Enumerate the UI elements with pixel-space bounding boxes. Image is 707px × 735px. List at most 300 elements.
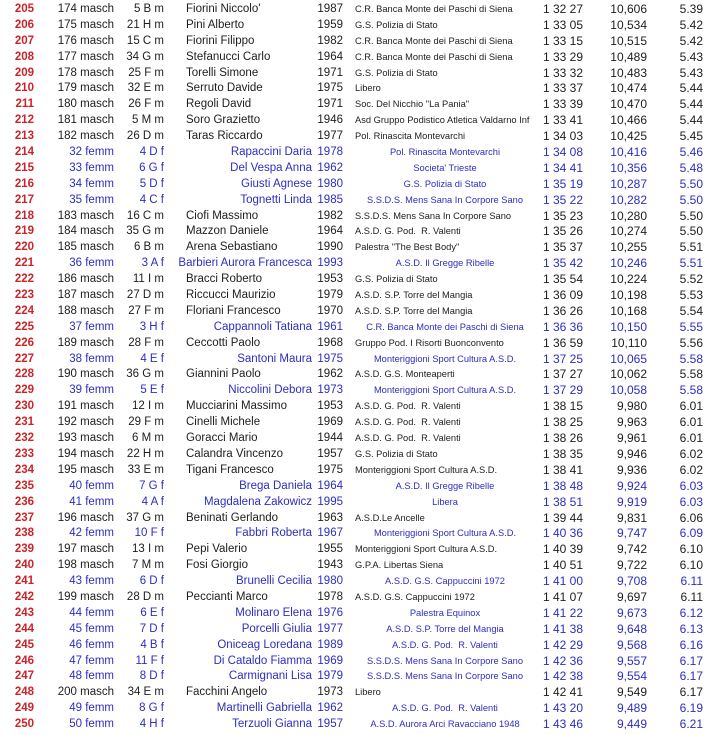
gender-rank: 183 masch: [57, 209, 114, 222]
overall-rank: 241: [14, 575, 34, 588]
finish-time: 1 35 23: [542, 208, 583, 223]
birth-year: 1977: [317, 622, 343, 635]
pace-value: 5.50: [679, 208, 703, 223]
table-row: [6, 161, 707, 177]
points-value: 9,946: [616, 446, 647, 461]
pace-value: 6.03: [679, 494, 703, 509]
category-code: 4 C f: [139, 193, 164, 206]
birth-year: 1955: [317, 543, 343, 556]
category-code: 10 F f: [134, 527, 164, 540]
club-name: Soc. Del Nicchio "La Pania": [355, 99, 470, 110]
overall-rank: 219: [14, 225, 34, 238]
table-row: [6, 590, 707, 606]
club-name: A.S.D. S.P. Torre del Mangia: [386, 623, 504, 634]
finish-time: 1 35 26: [542, 224, 583, 239]
club-name: A.S.D. G. Pod. R. Valenti: [355, 417, 461, 428]
birth-year: 1982: [317, 34, 343, 47]
athlete-name: Barbieri Aurora Francesca: [178, 257, 312, 270]
pace-value: 6.16: [679, 637, 703, 652]
athlete-name: Giannini Paolo: [186, 368, 261, 381]
club-name: G.S. Polizia di Stato: [355, 448, 438, 459]
pace-value: 6.11: [680, 589, 703, 604]
overall-rank: 224: [14, 304, 34, 317]
table-row: [6, 256, 707, 272]
category-code: 6 G f: [139, 161, 164, 174]
athlete-name: Pini Alberto: [186, 18, 245, 31]
gender-rank: 49 femm: [69, 702, 114, 715]
club-name: Libero: [355, 687, 381, 698]
points-value: 10,515: [610, 33, 647, 48]
finish-time: 1 42 36: [542, 653, 583, 668]
athlete-name: Di Cataldo Fiamma: [213, 654, 312, 667]
club-name: S.S.D.S. Mens Sana In Corpore Sano: [355, 210, 512, 221]
birth-year: 1967: [317, 527, 343, 540]
club-name: S.S.D.S. Mens Sana In Corpore Sano: [366, 194, 524, 205]
gender-rank: 200 masch: [57, 686, 114, 699]
table-row: [6, 34, 707, 50]
table-row: [6, 352, 707, 368]
athlete-name: Serruto Davide: [186, 82, 263, 95]
table-row: [6, 542, 707, 558]
category-code: 25 F m: [128, 66, 164, 79]
finish-time: 1 37 27: [542, 367, 583, 382]
birth-year: 1964: [317, 225, 343, 238]
overall-rank: 233: [14, 447, 34, 460]
table-row: [6, 606, 707, 622]
points-value: 9,449: [616, 717, 647, 732]
table-row: [6, 224, 707, 240]
club-name: Pol. Rinascita Montevarchi: [355, 131, 466, 142]
pace-value: 5.39: [679, 2, 703, 16]
points-value: 9,489: [616, 701, 647, 716]
athlete-name: Stefanucci Carlo: [186, 50, 271, 63]
points-value: 9,831: [616, 510, 647, 525]
gender-rank: 194 masch: [57, 447, 114, 460]
overall-rank: 217: [14, 193, 34, 206]
finish-time: 1 42 38: [542, 669, 583, 684]
club-name: S.S.D.S. Mens Sana In Corpore Sano: [366, 655, 524, 666]
table-row: [6, 558, 707, 574]
overall-rank: 221: [14, 257, 34, 270]
points-value: 9,549: [616, 685, 647, 700]
birth-year: 1979: [317, 289, 343, 302]
pace-value: 5.44: [679, 113, 703, 128]
table-row: [6, 18, 707, 34]
category-code: 37 G m: [126, 511, 164, 524]
points-value: 9,554: [616, 669, 647, 684]
points-value: 10,062: [610, 367, 647, 382]
overall-rank: 237: [14, 511, 34, 524]
club-name: Libera: [432, 496, 458, 507]
category-code: 5 B m: [133, 3, 164, 15]
overall-rank: 236: [14, 495, 34, 508]
birth-year: 1943: [317, 559, 343, 572]
points-value: 9,924: [616, 478, 647, 493]
pace-value: 6.09: [679, 526, 703, 541]
gender-rank: 189 masch: [57, 336, 114, 349]
finish-time: 1 41 00: [542, 574, 583, 589]
finish-time: 1 41 22: [542, 605, 583, 620]
club-name: Monteriggioni Sport Cultura A.S.D.: [373, 385, 517, 396]
gender-rank: 45 femm: [69, 622, 114, 635]
gender-rank: 48 femm: [69, 670, 114, 683]
pace-value: 5.50: [679, 176, 703, 191]
finish-time: 1 34 03: [542, 129, 583, 144]
overall-rank: 250: [14, 718, 34, 731]
finish-time: 1 33 05: [542, 17, 583, 32]
points-value: 10,058: [610, 383, 647, 398]
athlete-name: Fabbri Roberta: [235, 527, 312, 540]
pace-value: 5.50: [679, 192, 703, 207]
club-name: A.S.D. G. Pod. R. Valenti: [392, 639, 498, 650]
table-row: [6, 97, 707, 113]
overall-rank: 243: [14, 606, 34, 619]
points-value: 10,470: [610, 97, 647, 112]
points-value: 10,425: [610, 129, 647, 144]
points-value: 9,963: [616, 415, 647, 430]
finish-time: 1 40 51: [542, 558, 583, 573]
gender-rank: 176 masch: [57, 34, 114, 47]
gender-rank: 184 masch: [57, 225, 114, 238]
pace-value: 5.53: [679, 288, 703, 303]
table-row: [6, 479, 707, 495]
birth-year: 1979: [317, 670, 343, 683]
category-code: 5 E f: [140, 384, 164, 397]
club-name: A.S.D. Aurora Arci Ravacciano 1948: [370, 719, 520, 730]
category-code: 4 D f: [139, 146, 164, 159]
points-value: 9,673: [616, 605, 647, 620]
pace-value: 5.42: [679, 17, 703, 32]
birth-year: 1953: [317, 400, 343, 413]
points-value: 9,697: [616, 589, 647, 604]
finish-time: 1 38 25: [542, 415, 583, 430]
athlete-name: Peccianti Marco: [186, 590, 268, 603]
athlete-name: Fosi Giorgio: [186, 559, 248, 572]
table-row: [6, 320, 707, 336]
club-name: A.S.D. G.S. Cappuccini 1972: [355, 591, 475, 602]
birth-year: 1957: [317, 718, 343, 731]
finish-time: 1 38 15: [542, 399, 583, 414]
club-name: A.S.D. S.P. Torre del Mangia: [355, 305, 473, 316]
club-name: Libero: [355, 83, 381, 94]
overall-rank: 222: [14, 273, 34, 286]
overall-rank: 245: [14, 638, 34, 651]
overall-rank: 210: [14, 82, 34, 95]
points-value: 9,747: [616, 526, 647, 541]
finish-time: 1 36 59: [542, 335, 583, 350]
athlete-name: Ciofi Massimo: [186, 209, 259, 222]
overall-rank: 223: [14, 289, 34, 302]
points-value: 9,961: [616, 431, 647, 446]
birth-year: 1975: [317, 82, 343, 95]
club-name: G.S. Polizia di Stato: [403, 178, 487, 189]
pace-value: 5.48: [679, 160, 703, 175]
table-row: [6, 240, 707, 256]
category-code: 6 B m: [133, 241, 164, 254]
club-name: A.S.D. G. Pod. R. Valenti: [392, 703, 498, 714]
club-name: G.P.A. Libertas Siena: [355, 560, 444, 571]
finish-time: 1 37 25: [542, 351, 583, 366]
points-value: 10,606: [610, 2, 647, 16]
pace-value: 6.17: [679, 685, 703, 700]
athlete-name: Santoni Maura: [237, 352, 312, 365]
category-code: 26 D m: [126, 130, 164, 143]
gender-rank: 179 masch: [57, 82, 114, 95]
gender-rank: 33 femm: [69, 161, 114, 174]
points-value: 10,356: [610, 160, 647, 175]
category-code: 28 F m: [128, 336, 164, 349]
athlete-name: Calandra Vincenzo: [186, 447, 283, 460]
table-row: [6, 431, 707, 447]
category-code: 4 B f: [140, 638, 164, 651]
finish-time: 1 36 26: [542, 303, 583, 318]
table-row: [6, 415, 707, 431]
pace-value: 6.06: [679, 510, 703, 525]
birth-year: 1980: [317, 575, 343, 588]
gender-rank: 192 masch: [57, 416, 114, 429]
category-code: 6 M m: [132, 432, 164, 445]
club-name: Monteriggioni Sport Cultura A.S.D.: [373, 528, 517, 539]
gender-rank: 190 masch: [57, 368, 114, 381]
gender-rank: 37 femm: [69, 320, 114, 333]
club-name: Pol. Rinascita Montevarchi: [389, 147, 501, 158]
category-code: 3 H f: [139, 320, 164, 333]
athlete-name: Molinaro Elena: [235, 606, 312, 619]
table-row: [6, 209, 707, 225]
overall-rank: 220: [14, 241, 34, 254]
finish-time: 1 34 41: [542, 160, 583, 175]
club-name: A.S.D.Le Ancelle: [355, 512, 425, 523]
club-name: S.S.D.S. Mens Sana In Corpore Sano: [366, 671, 524, 682]
finish-time: 1 35 22: [542, 192, 583, 207]
athlete-name: Terzuoli Gianna: [232, 718, 312, 731]
gender-rank: 198 masch: [57, 559, 114, 572]
table-row: [6, 81, 707, 97]
points-value: 10,150: [610, 319, 647, 334]
athlete-name: Goracci Mario: [186, 432, 258, 445]
points-value: 10,282: [610, 192, 647, 207]
club-name: Monteriggioni Sport Cultura A.S.D.: [355, 464, 498, 475]
category-code: 15 C m: [126, 34, 164, 47]
overall-rank: 207: [14, 34, 34, 47]
club-name: C.R. Banca Monte dei Paschi di Siena: [366, 321, 524, 332]
points-value: 9,557: [616, 653, 647, 668]
category-code: 35 G m: [126, 225, 164, 238]
pace-value: 5.50: [679, 224, 703, 239]
birth-year: 1973: [317, 384, 343, 397]
points-value: 10,280: [610, 208, 647, 223]
club-name: A.S.D. G. Pod. R. Valenti: [355, 226, 461, 237]
overall-rank: 206: [14, 18, 34, 31]
club-name: A.S.D. Il Gregge Ribelle: [395, 480, 495, 491]
pace-value: 6.03: [679, 478, 703, 493]
points-value: 10,274: [610, 224, 647, 239]
birth-year: 1987: [317, 3, 343, 15]
athlete-name: Pepi Valerio: [186, 543, 248, 556]
points-value: 10,246: [610, 256, 647, 271]
points-value: 9,648: [616, 621, 647, 636]
gender-rank: 47 femm: [69, 654, 114, 667]
table-row: [6, 495, 707, 511]
gender-rank: 191 masch: [57, 400, 114, 413]
birth-year: 1959: [317, 18, 343, 31]
birth-year: 1971: [317, 98, 343, 111]
category-code: 6 D f: [139, 575, 164, 588]
finish-time: 1 39 44: [542, 510, 583, 525]
pace-value: 5.58: [679, 367, 703, 382]
category-code: 29 F m: [128, 416, 164, 429]
category-code: 7 G f: [139, 479, 164, 492]
birth-year: 1982: [317, 209, 343, 222]
points-value: 9,919: [616, 494, 647, 509]
category-code: 28 D m: [126, 590, 164, 603]
finish-time: 1 38 26: [542, 431, 583, 446]
category-code: 11 F f: [135, 654, 164, 667]
birth-year: 1962: [317, 161, 343, 174]
table-row: [6, 463, 707, 479]
category-code: 8 G f: [139, 702, 164, 715]
points-value: 10,224: [610, 272, 647, 287]
overall-rank: 231: [14, 416, 34, 429]
birth-year: 1964: [317, 479, 343, 492]
finish-time: 1 36 09: [542, 288, 583, 303]
overall-rank: 242: [14, 590, 34, 603]
gender-rank: 36 femm: [69, 257, 114, 270]
category-code: 5 D f: [139, 177, 164, 190]
category-code: 4 E f: [140, 352, 164, 365]
gender-rank: 186 masch: [57, 273, 114, 286]
birth-year: 1990: [317, 241, 343, 254]
points-value: 10,110: [611, 335, 647, 350]
category-code: 7 M m: [132, 559, 164, 572]
category-code: 27 D m: [126, 289, 164, 302]
pace-value: 6.10: [679, 542, 703, 557]
athlete-name: Tognetti Linda: [240, 193, 312, 206]
club-name: C.R. Banca Monte dei Paschi di Siena: [355, 51, 513, 62]
finish-time: 1 33 15: [542, 33, 583, 48]
birth-year: 1964: [317, 50, 343, 63]
birth-year: 1978: [317, 146, 343, 159]
athlete-name: Soro Grazietto: [186, 114, 261, 127]
club-name: C.R. Banca Monte dei Paschi di Siena: [355, 4, 513, 14]
club-name: A.S.D. G.S. Monteaperti: [355, 369, 455, 380]
points-value: 10,255: [610, 240, 647, 255]
athlete-name: Facchini Angelo: [186, 686, 268, 699]
points-value: 9,742: [616, 542, 647, 557]
birth-year: 1962: [317, 368, 343, 381]
gender-rank: 40 femm: [69, 479, 114, 492]
table-row: [6, 685, 707, 701]
athlete-name: Cinelli Michele: [186, 416, 261, 429]
pace-value: 6.01: [679, 399, 703, 414]
gender-rank: 44 femm: [69, 606, 114, 619]
category-code: 12 I m: [132, 400, 164, 413]
points-value: 10,474: [610, 81, 647, 96]
category-code: 16 C m: [126, 209, 164, 222]
birth-year: 1969: [317, 416, 343, 429]
points-value: 10,287: [610, 176, 647, 191]
overall-rank: 234: [14, 463, 34, 476]
gender-rank: 50 femm: [69, 718, 114, 731]
pace-value: 6.02: [679, 462, 703, 477]
gender-rank: 34 femm: [69, 177, 114, 190]
finish-time: 1 33 37: [542, 81, 583, 96]
finish-time: 1 35 19: [542, 176, 583, 191]
finish-time: 1 35 37: [542, 240, 583, 255]
table-row: [6, 399, 707, 415]
pace-value: 5.46: [679, 145, 703, 160]
category-code: 21 H m: [126, 18, 164, 31]
category-code: 7 D f: [139, 622, 164, 635]
birth-year: 1989: [317, 638, 343, 651]
pace-value: 5.44: [679, 97, 703, 112]
table-row: [6, 367, 707, 383]
athlete-name: Tigani Francesco: [186, 463, 274, 476]
table-row: [6, 526, 707, 542]
pace-value: 6.19: [679, 701, 703, 716]
table-row: [6, 717, 707, 733]
gender-rank: 178 masch: [57, 66, 114, 79]
gender-rank: 41 femm: [69, 495, 114, 508]
gender-rank: 42 femm: [69, 527, 114, 540]
athlete-name: Taras Riccardo: [186, 130, 263, 143]
birth-year: 1993: [317, 257, 343, 270]
gender-rank: 180 masch: [57, 98, 114, 111]
gender-rank: 39 femm: [69, 384, 114, 397]
finish-time: 1 40 36: [542, 526, 583, 541]
overall-rank: 205: [14, 3, 34, 15]
overall-rank: 211: [15, 98, 34, 111]
birth-year: 1970: [317, 304, 343, 317]
athlete-name: Carmignani Lisa: [228, 670, 312, 683]
athlete-name: Floriani Francesco: [186, 304, 281, 317]
club-name: Gruppo Pod. I Risorti Buonconvento: [355, 337, 504, 348]
finish-time: 1 32 27: [542, 2, 583, 16]
pace-value: 5.43: [679, 49, 703, 64]
club-name: A.S.D. S.P. Torre del Mangia: [355, 290, 473, 301]
birth-year: 1957: [317, 447, 343, 460]
birth-year: 1973: [317, 686, 343, 699]
table-row: [6, 272, 707, 288]
birth-year: 1985: [317, 193, 343, 206]
pace-value: 5.42: [679, 33, 703, 48]
athlete-name: Torelli Simone: [186, 66, 259, 79]
category-code: 34 E m: [127, 686, 164, 699]
finish-time: 1 36 36: [542, 319, 583, 334]
points-value: 9,980: [616, 399, 647, 414]
athlete-name: Brega Daniela: [239, 479, 312, 492]
athlete-name: Mucciarini Massimo: [186, 400, 287, 413]
finish-time: 1 38 35: [542, 446, 583, 461]
athlete-name: Riccucci Maurizio: [186, 289, 276, 302]
pace-value: 5.45: [679, 129, 703, 144]
overall-rank: 248: [14, 686, 34, 699]
overall-rank: 212: [14, 114, 34, 127]
table-row: [6, 701, 707, 717]
finish-time: 1 38 48: [542, 478, 583, 493]
birth-year: 1975: [317, 352, 343, 365]
points-value: 10,483: [610, 65, 647, 80]
points-value: 10,198: [610, 288, 647, 303]
pace-value: 5.58: [679, 383, 703, 398]
birth-year: 1962: [317, 702, 343, 715]
birth-year: 1971: [317, 66, 343, 79]
athlete-name: Mazzon Daniele: [186, 225, 269, 238]
overall-rank: 230: [14, 400, 34, 413]
category-code: 11 I m: [132, 273, 164, 286]
overall-rank: 238: [14, 527, 34, 540]
category-code: 34 G m: [126, 50, 164, 63]
